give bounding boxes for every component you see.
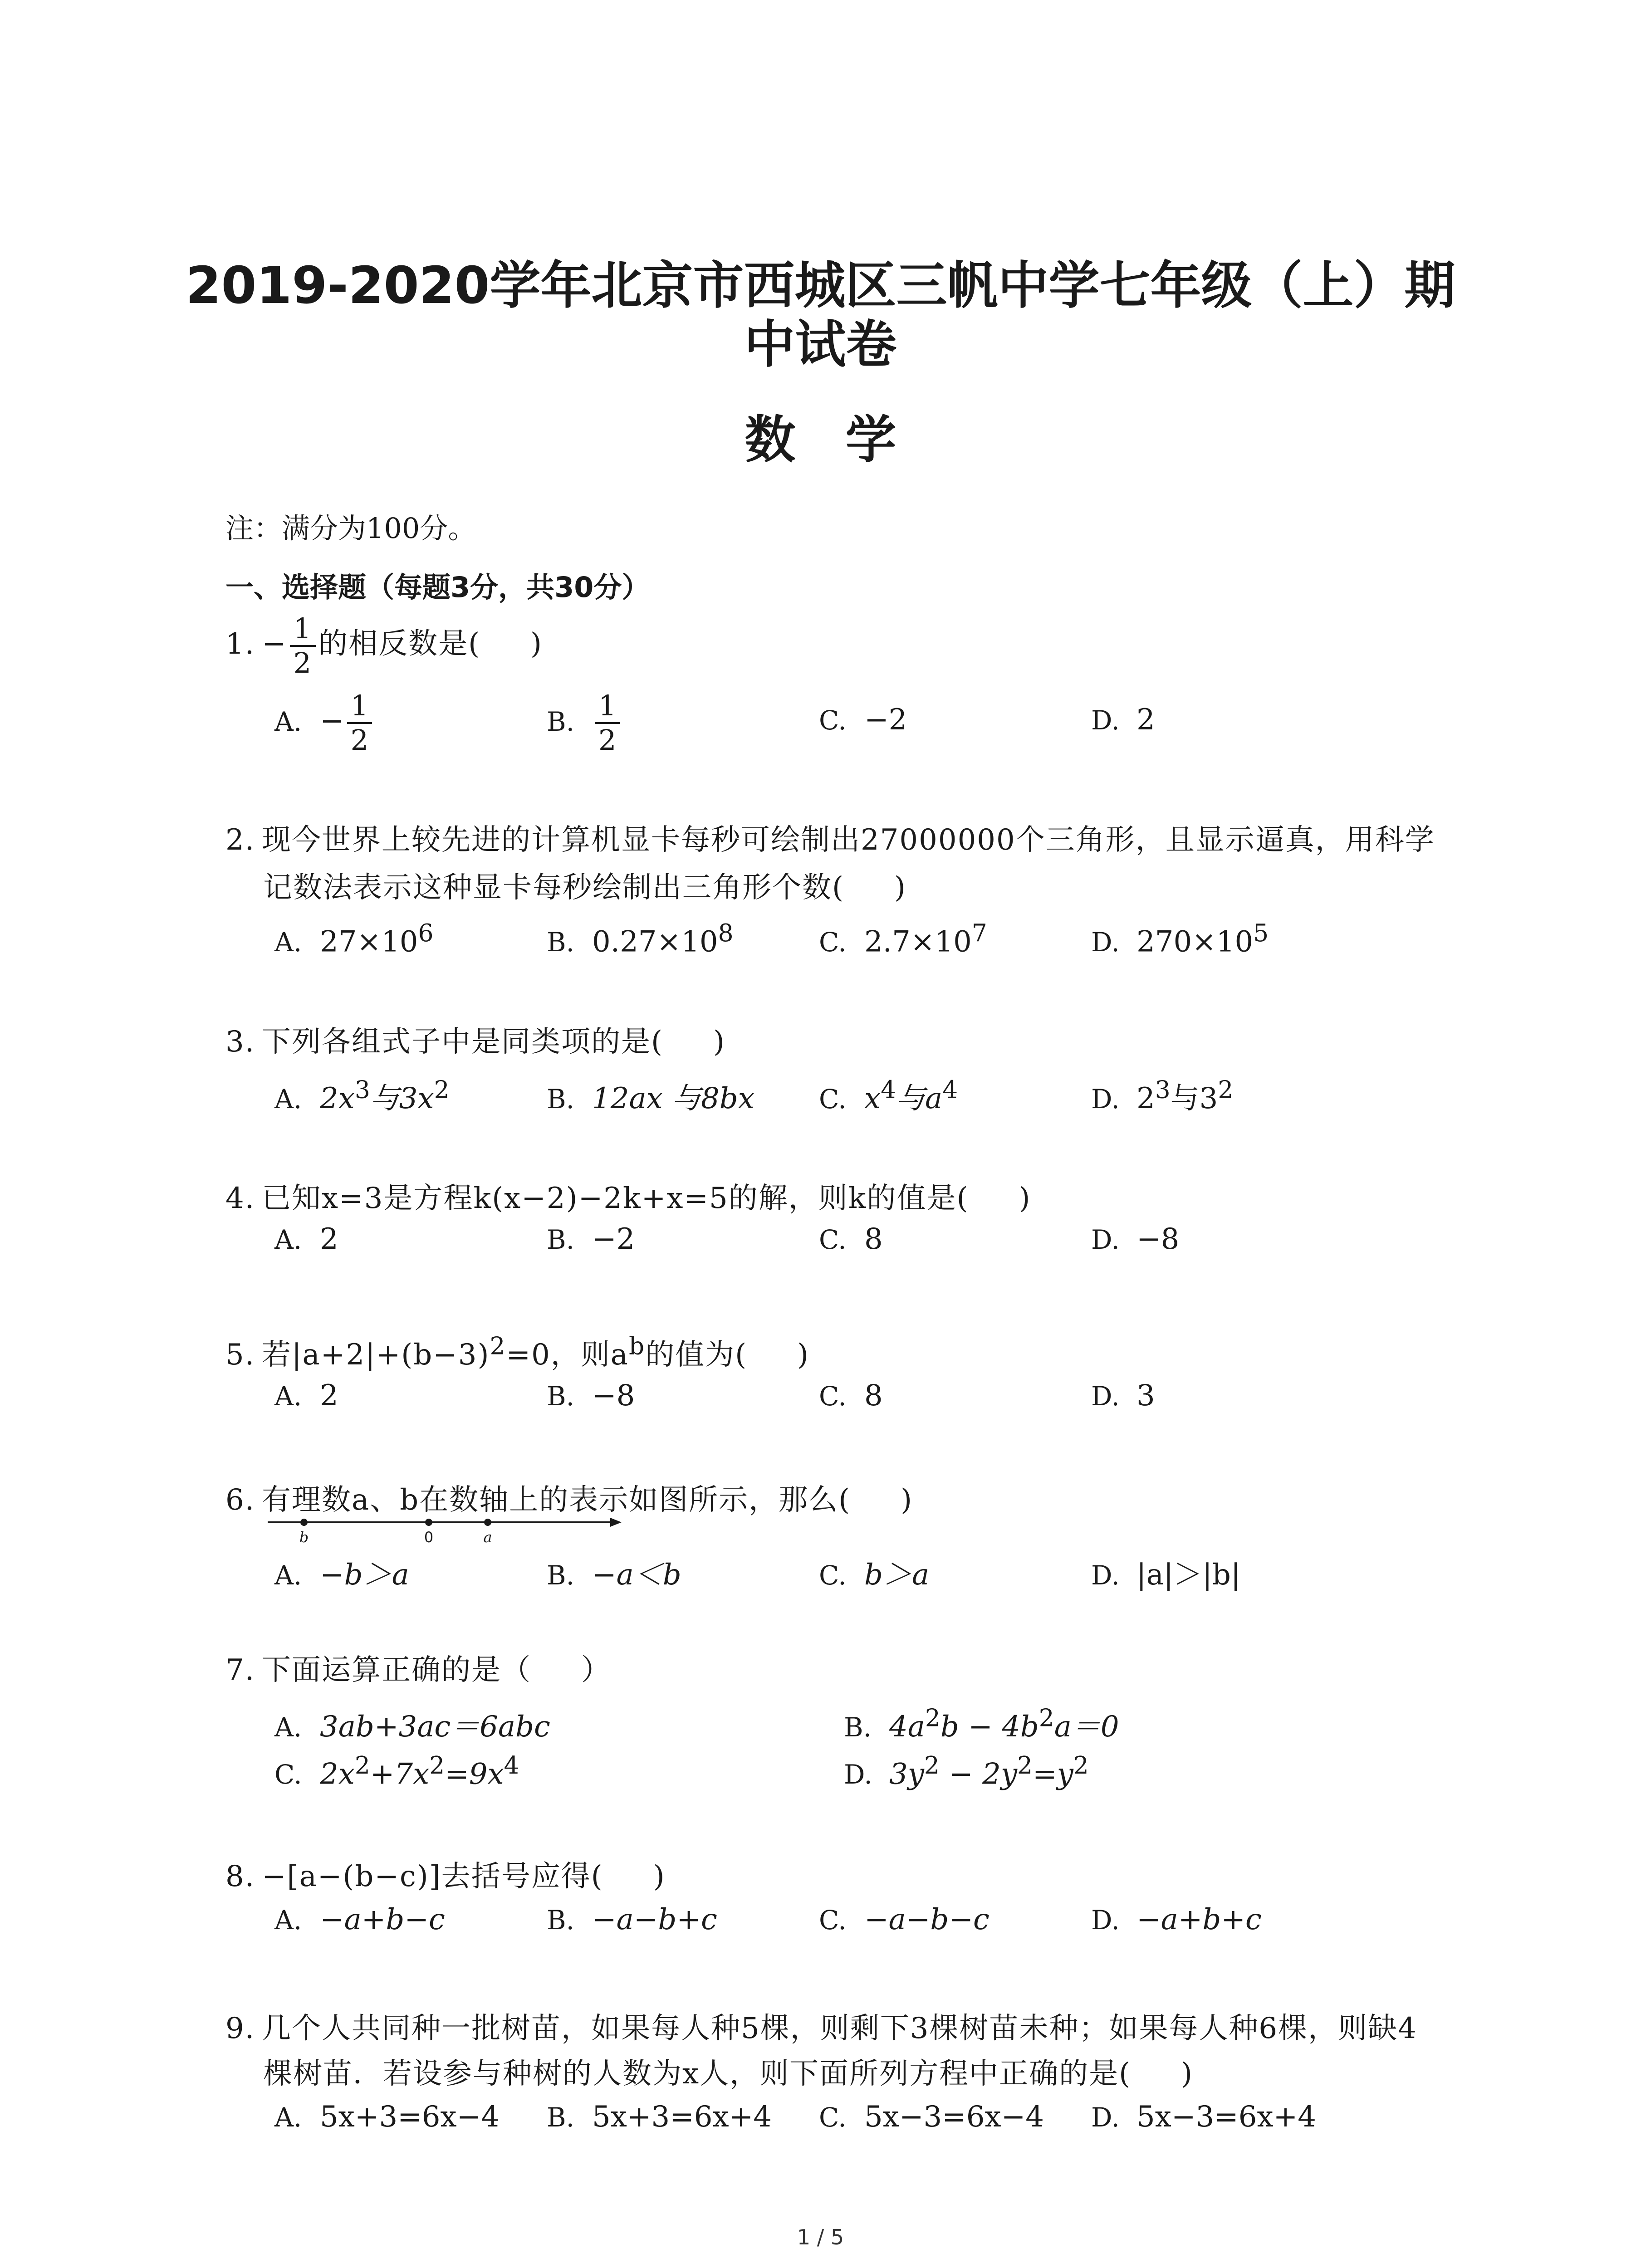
point-a <box>484 1519 491 1526</box>
q1-option-b: B. $\frac{1}{2}$ <box>547 689 622 757</box>
q5-option-a: A. 2 <box>274 1379 338 1413</box>
page-number: 1 / 5 <box>797 2225 844 2249</box>
q6-option-b: B. −a＜b <box>547 1558 681 1592</box>
label-b: b <box>299 1529 309 1546</box>
q9-option-c: C. 5x−3=6x−4 <box>819 2100 1044 2134</box>
number-line-arrow <box>610 1518 622 1527</box>
q1-option-a: A. − $\frac{1}{2}$ <box>274 689 375 757</box>
question-4-stem: 4. 已知x=3是方程k(x−2)−2k+x=5的解，则k的值是( ) <box>225 1182 1031 1215</box>
question-6-stem: 6. 有理数a、b在数轴上的表示如图所示，那么( ) <box>225 1483 913 1517</box>
q1-option-d: D. 2 <box>1091 703 1155 737</box>
q2-option-c: C. $2.7\times 10^7$ <box>819 919 987 959</box>
question-5-stem: 5. 若$|a+2|+(b-3)^2=0$，则$a^b$的值为( ) <box>225 1331 810 1372</box>
subject-title: 数学 <box>745 411 946 469</box>
question-1-stem: 1. − $\frac{1}{2}$ 的相反数是( ) <box>225 612 543 679</box>
q6-option-d: D. |a|＞|b| <box>1091 1558 1241 1592</box>
question-2-stem-line2: 记数法表示这种显卡每秒绘制出三角形个数( ) <box>263 871 906 904</box>
question-3-stem: 3. 下列各组式子中是同类项的是( ) <box>225 1025 725 1059</box>
q5-option-c: C. 8 <box>819 1379 883 1413</box>
page-title-line1: 2019-2020学年北京市西城区三帆中学七年级（上）期 <box>186 256 1455 315</box>
q9-option-a: A. 5x+3=6x−4 <box>274 2100 500 2134</box>
q4-option-a: A. 2 <box>274 1222 338 1256</box>
q3-option-c: C. $x^4$与$a^4$ <box>819 1075 958 1115</box>
label-a: a <box>483 1529 492 1546</box>
question-9-stem-line2: 棵树苗．若设参与种树的人数为x人，则下面所列方程中正确的是( ) <box>263 2057 1194 2091</box>
page-title-line2: 中试卷 <box>744 315 897 374</box>
question-2-stem-line1: 2. 现今世界上较先进的计算机显卡每秒可绘制出27000000个三角形，且显示逼真，用科学 <box>225 823 1435 857</box>
q6-option-a: A. −b＞a <box>274 1558 409 1592</box>
q7-option-d: D. $3y^2 - 2y^2=y^2$ <box>844 1751 1089 1791</box>
q4-option-d: D. −8 <box>1091 1222 1180 1256</box>
q5-option-b: B. −8 <box>547 1379 635 1413</box>
q6-option-c: C. b＞a <box>819 1558 930 1592</box>
q8-option-a: A. −a+b−c <box>274 1903 445 1936</box>
q4-option-b: B. −2 <box>547 1222 635 1256</box>
number-line-figure <box>263 1510 626 1547</box>
q3-option-a: A. $2x^3$与$3x^2$ <box>274 1075 450 1115</box>
q1-option-c: C. −2 <box>819 703 907 737</box>
q7-option-b: B. $4a^2b - 4b^2a=0$ <box>844 1703 1119 1744</box>
q2-option-a: A. $27\times 10^6$ <box>274 919 434 959</box>
q3-option-b: B. 12ax 与8bx <box>547 1082 754 1115</box>
fraction: $\frac{1}{2}$ <box>290 612 316 679</box>
q9-option-d: D. 5x−3=6x+4 <box>1091 2100 1316 2134</box>
section-heading-choice: 一、选择题（每题3分，共30分） <box>225 571 650 604</box>
q8-option-b: B. −a−b+c <box>547 1903 717 1936</box>
q5-option-d: D. 3 <box>1091 1379 1155 1413</box>
q3-option-d: D. $2^3$与$3^2$ <box>1091 1075 1234 1115</box>
q2-option-b: B. $0.27\times 10^8$ <box>547 919 734 959</box>
q8-option-d: D. −a+b+c <box>1091 1903 1262 1936</box>
question-9-stem-line1: 9. 几个人共同种一批树苗，如果每人种5棵，则剩下3棵树苗未种；如果每人种6棵，则缺4 <box>225 2012 1417 2045</box>
q4-option-c: C. 8 <box>819 1222 883 1256</box>
q9-option-b: B. 5x+3=6x+4 <box>547 2100 772 2134</box>
point-b <box>300 1519 308 1526</box>
label-zero: 0 <box>424 1529 434 1546</box>
question-8-stem: 8. −[a−(b−c)]去括号应得( ) <box>225 1860 666 1893</box>
q2-option-d: D. $270\times 10^5$ <box>1091 919 1269 959</box>
question-7-stem: 7. 下面运算正确的是（ ） <box>225 1653 611 1687</box>
q7-option-c: C. $2x^2+7x^2=9x^4$ <box>274 1751 519 1791</box>
point-zero <box>425 1519 432 1526</box>
score-note: 注：满分为100分。 <box>225 512 476 545</box>
q7-option-a: A. 3ab+3ac＝6abc <box>274 1710 550 1744</box>
q8-option-c: C. −a−b−c <box>819 1903 989 1936</box>
